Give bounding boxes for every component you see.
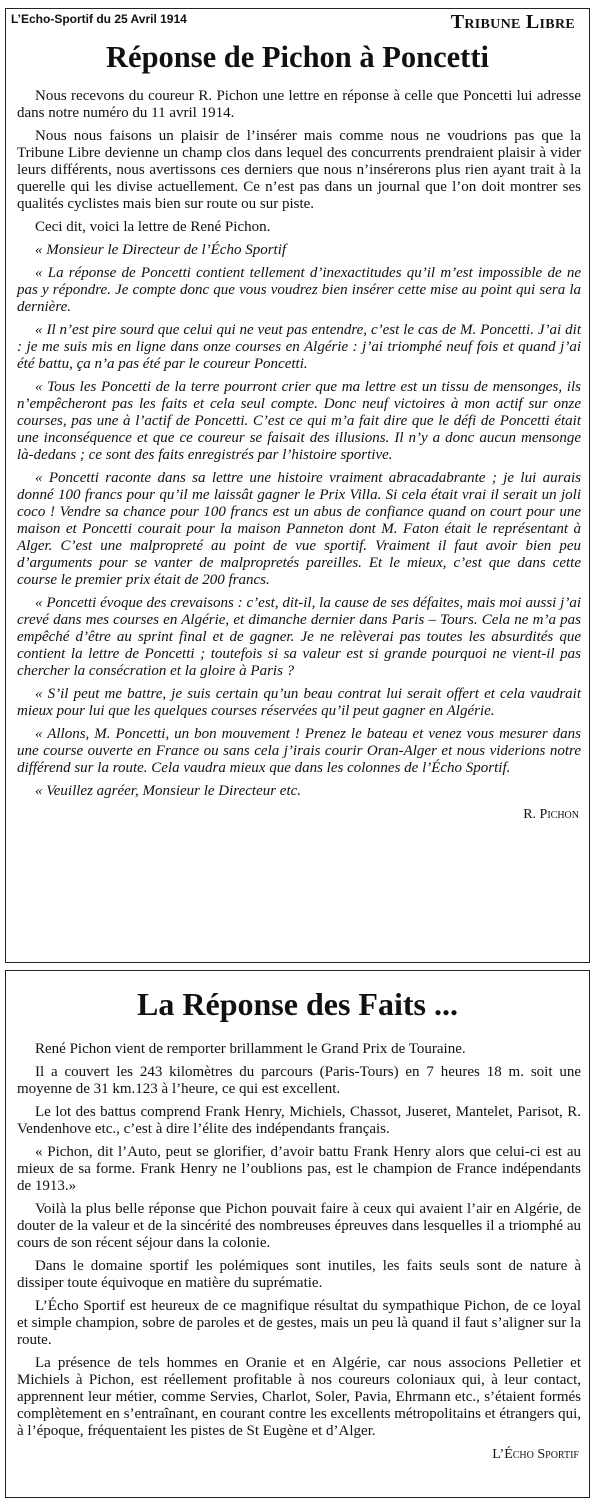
letter-paragraph: « Il n’est pire sourd que celui qui ne veut pas entendre, c’est le cas de M. Poncetti. J’ai dit : je me suis mis en ligne dans onze courses en Algérie : j’ai triomphé neuf fois et quand j’ai été battu, ça n’a pas été par le coureur Poncetti. (17, 322, 581, 372)
article-title: Réponse de Pichon à Poncetti (106, 40, 489, 74)
paragraph: Voilà la plus belle réponse que Pichon pouvait faire à ceux qui avaient l’air en Algérie, de douter de la valeur et de la sincérité des nombreuses épreuves dans lesquelles il a triomphé au cours de son récent séjour dans la colonie. (17, 1201, 581, 1251)
letter-paragraph: « Allons, M. Poncetti, un bon mouvement ! Prenez le bateau et venez vous mesurer dans une course ouverte en France ou sans cela j’irais courir Oran-Alger et nous viderions notre différend sur la route. Cela vaudra mieux que dans les colonnes de l’Écho Sportif. (17, 726, 581, 776)
letter-salutation: « Monsieur le Directeur de l’Écho Sportif (35, 242, 287, 258)
letter-paragraph: « La réponse de Poncetti contient tellement d’inexactitudes qu’il m’est impossible de ne pas y répondre. Je compte donc que vous voudrez bien insérer cette mise au point qui sera la dernière. (17, 265, 581, 315)
paragraph: L’Écho Sportif est heureux de ce magnifique résultat du sympathique Pichon, de ce loyal et simple champion, sobre de paroles et de gestes, mais un peu là quand il faut s’aligner sur la route. (17, 1298, 581, 1348)
article-title: La Réponse des Faits ... (137, 986, 458, 1022)
signature: R. Pichon (523, 807, 579, 822)
letter-paragraph: « S’il peut me battre, je suis certain qu’un beau contrat lui serait offert et cela vaudrait mieux pour lui que les quelques courses réservées qu’il peut gagner en Algérie. (17, 686, 581, 719)
paragraph: Nous nous faisons un plaisir de l’insérer mais comme nous ne voudrions pas que la Tribune Libre devienne un champ clos dans lequel des concurrents prendraient plaisir à vider leurs différents, nous avertissons ces derniers que nous n’insérerons plus rien ayant trait à la querelle qui les divise actuellement. Ce n’est pas dans un journal que l’on doit montrer ses qualités cyclistes mais bien sur route ou sur piste. (17, 128, 581, 212)
paragraph: Il a couvert les 243 kilomètres du parcours (Paris-Tours) en 7 heures 18 m. soit une moyenne de 31 km.123 à l’heure, ce qui est excellent. (17, 1064, 581, 1097)
letter-paragraph: « Poncetti évoque des crevaisons : c’est, dit-il, la cause de ses défaites, mais moi aussi j’ai crevé dans mes courses en Algérie, et dimanche dernier dans Paris – Tours. Cela ne m’a pas empêché d’être au sprint final et de gagner. Je ne relèverai pas toutes les absurdités que contient la lettre de Poncetti ; toutefois si sa valeur est si grande pourquoi ne vient-il pas chercher la consécration et la gloire à Paris ? (17, 595, 581, 679)
paragraph: La présence de tels hommes en Oranie et en Algérie, car nous associons Pelletier et Michiels à Pichon, est réellement profitable à nos coureurs coloniaux qui, à leur contact, apprennent leur métier, comme Servies, Charlot, Soler, Pavia, Ehrmann etc., s’étaient formés complètement en s’entraînant, en courant contre les excellents métropolitains et étrangers qui, à l’époque, fréquentaient les pistes de St Eugène et d’Alger. (17, 1355, 581, 1439)
article-body (6, 1023, 589, 1463)
article-body (6, 74, 589, 823)
signature: L’Écho Sportif (492, 1447, 579, 1462)
article-box-response-of-facts (5, 970, 590, 1498)
paragraph: Ceci dit, voici la lettre de René Pichon. (35, 219, 271, 235)
paragraph: René Pichon vient de remporter brillamment le Grand Prix de Touraine. (35, 1041, 466, 1057)
paragraph: Dans le domaine sportif les polémiques sont inutiles, les faits seuls sont de nature à dissiper toute équivoque en matière du suprématie. (17, 1258, 581, 1291)
paragraph: « Pichon, dit l’Auto, peut se glorifier, d’avoir battu Frank Henry alors que celui-ci est au mieux de sa forme. Frank Henry ne l’oublions pas, est le champion de France indépendants de 1913.» (17, 1144, 581, 1194)
paragraph: Nous recevons du coureur R. Pichon une lettre en réponse à celle que Poncetti lui adresse dans notre numéro du 11 avril 1914. (17, 88, 581, 121)
rubric-title: Tribune Libre (450, 11, 575, 33)
paragraph: Le lot des battus comprend Frank Henry, Michiels, Chassot, Juseret, Mantelet, Parisot, R. Vendenhove etc., c’est à dire l’élite des indépendants français. (17, 1104, 581, 1137)
source-date: L’Echo-Sportif du 25 Avril 1914 (11, 12, 187, 26)
article-box-pichon-letter (5, 8, 590, 963)
letter-paragraph: « Tous les Poncetti de la terre pourront crier que ma lettre est un tissu de mensonges, ils n’empêcheront pas les faits et cela seul compte. Donc neuf victoires à mon actif sur onze courses, pas une à l’actif de Poncetti. C’est ce qui m’a fait dire que le défi de Poncetti était une inconséquence et que ce coureur se faisait des illusions. Il n’y a donc aucun mensonge là-dedans ; ce sont des faits enregistrés par l’histoire sportive. (17, 379, 581, 463)
letter-paragraph: « Poncetti raconte dans sa lettre une histoire vraiment abracadabrante ; je lui aurais donné 100 francs pour qu’il me laissât gagner le Prix Villa. Si cela était vrai il serait un joli coco ! Vendre sa chance pour 100 francs est un abus de confiance quand on court pour une maison et Poncetti courait pour la maison Panneton dont M. Faton était le représentant à Alger. C’est une malpropreté au point de vue sportif. Vraiment il faut avoir bien peu d’arguments pour se vanter de malpropretés pareilles. Et le mieux, c’est que dans cette course le premier prix était de 200 francs. (17, 470, 581, 588)
letter-closing: « Veuillez agréer, Monsieur le Directeur etc. (35, 783, 302, 799)
